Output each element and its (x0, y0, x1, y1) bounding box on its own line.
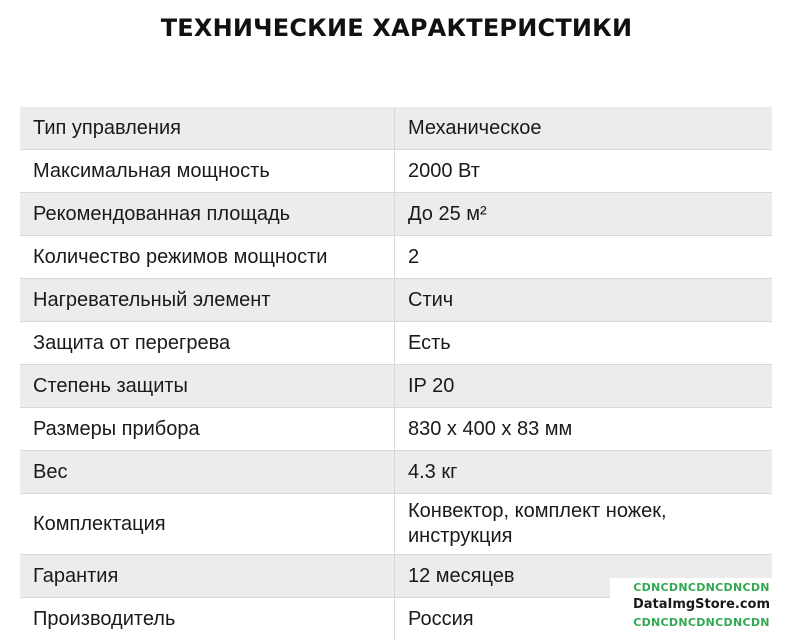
spec-label: Гарантия (20, 555, 395, 597)
watermark-line: CDNCDNCDNCDNCDN (633, 581, 770, 594)
table-row (20, 150, 772, 193)
spec-value: До 25 м² (408, 203, 487, 225)
spec-value: 2 (408, 246, 420, 268)
spec-label: Нагревательный элемент (20, 279, 395, 321)
spec-label: Количество режимов мощности (20, 236, 395, 278)
table-row (20, 408, 772, 451)
watermark-line: CDNCDNCDNCDNCDN (633, 616, 770, 629)
spec-label: Комплектация (20, 494, 395, 554)
spec-label: Рекомендованная площадь (20, 193, 395, 235)
spec-value: 4.3 кг (408, 461, 458, 483)
table-row (20, 494, 772, 555)
spec-value: 2000 Вт (408, 160, 480, 182)
specs-table (20, 107, 772, 640)
spec-label: Тип управления (20, 107, 395, 149)
spec-value: Россия (408, 608, 474, 630)
spec-label: Степень защиты (20, 365, 395, 407)
watermark (610, 578, 793, 640)
spec-label: Защита от перегрева (20, 322, 395, 364)
spec-value: Механическое (408, 117, 542, 139)
table-row (20, 322, 772, 365)
spec-value: Есть (408, 332, 451, 354)
spec-value: Стич (408, 289, 454, 311)
table-row (20, 279, 772, 322)
table-row (20, 451, 772, 494)
page-title: ТЕХНИЧЕСКИЕ ХАРАКТЕРИСТИКИ (160, 14, 633, 42)
table-row (20, 236, 772, 279)
spec-label: Размеры прибора (20, 408, 395, 450)
table-row (20, 193, 772, 236)
spec-label: Максимальная мощность (20, 150, 395, 192)
watermark-site: DataImgStore.com (632, 597, 771, 612)
spec-value: 830 x 400 x 83 мм (408, 418, 573, 440)
spec-value: 12 месяцев (408, 565, 515, 587)
spec-value: IP 20 (408, 375, 455, 397)
spec-value: Конвектор, комплект ножек, инструкция (408, 500, 667, 547)
spec-label: Производитель (20, 598, 395, 640)
spec-label: Вес (20, 451, 395, 493)
table-row (20, 107, 772, 150)
table-row (20, 365, 772, 408)
